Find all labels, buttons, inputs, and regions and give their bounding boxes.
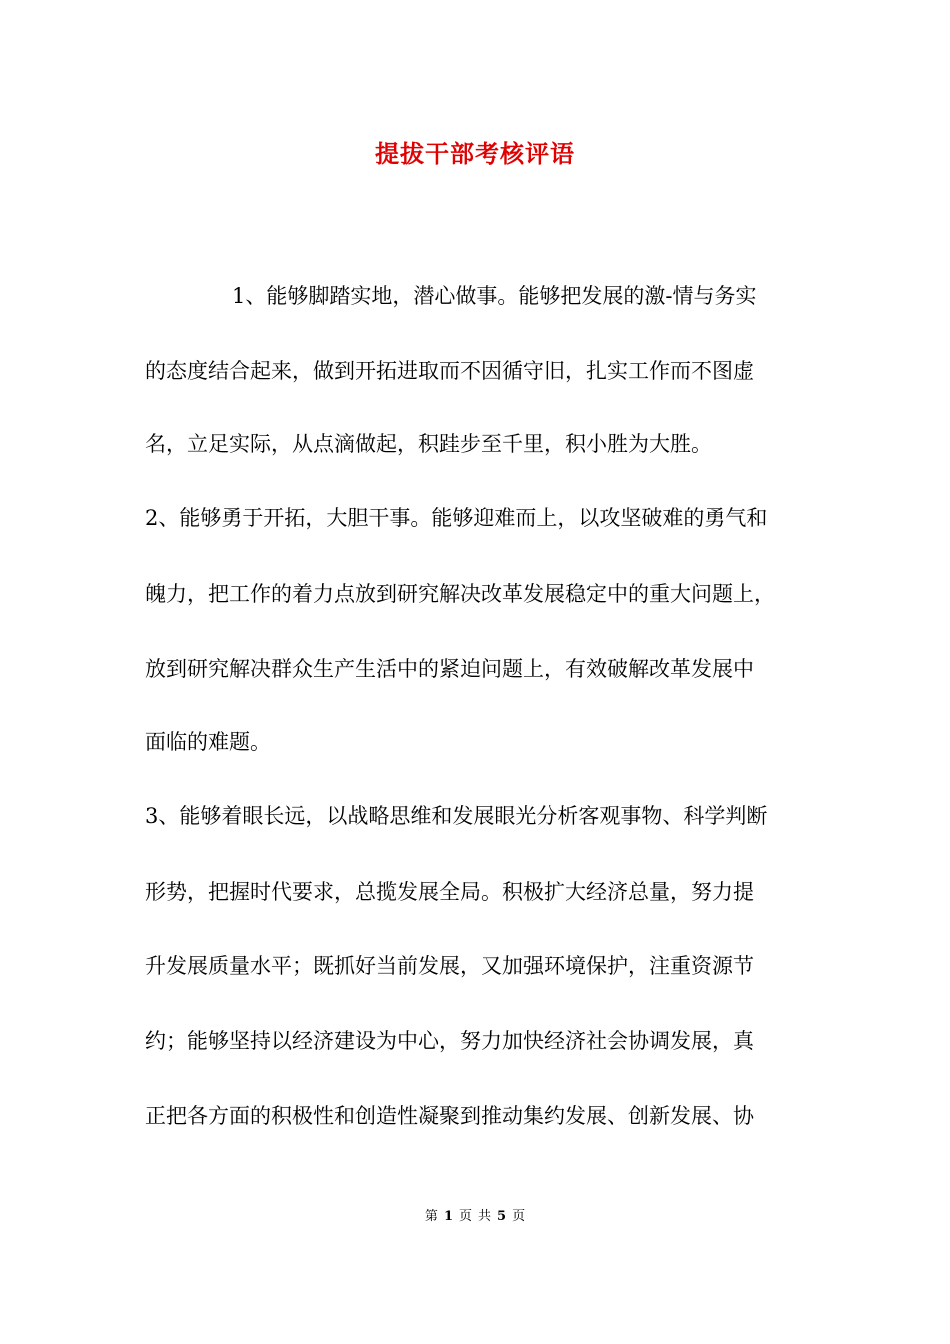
footer-total-pages: 5 xyxy=(497,1209,507,1224)
paragraph-line: 约；能够坚持以经济建设为中心，努力加快经济社会协调发展，真 xyxy=(145,1029,754,1053)
document-title: 提拔干部考核评语 xyxy=(375,139,575,168)
paragraph-line: 的态度结合起来，做到开拓进取而不因循守旧，扎实工作而不图虚 xyxy=(145,359,754,383)
paragraph-line: 魄力，把工作的着力点放到研究解决改革发展稳定中的重大问题上， xyxy=(145,582,775,606)
paragraph-line: 面临的难题。 xyxy=(145,730,271,754)
footer-total-suffix: 页 xyxy=(512,1209,526,1224)
paragraph-line: 放到研究解决群众生产生活中的紧迫问题上，有效破解改革发展中 xyxy=(145,657,754,681)
footer-page-word: 页 xyxy=(458,1209,472,1224)
page-footer xyxy=(0,1208,950,1226)
paragraph-line: 2、能够勇于开拓，大胆干事。能够迎难而上，以攻坚破难的勇气和 xyxy=(145,506,768,530)
paragraph-line: 正把各方面的积极性和创造性凝聚到推动集约发展、创新发展、协 xyxy=(145,1104,754,1128)
paragraph-line: 升发展质量水平；既抓好当前发展，又加强环境保护，注重资源节 xyxy=(145,954,754,978)
paragraph-line: 3、能够着眼长远，以战略思维和发展眼光分析客观事物、科学判断 xyxy=(145,804,768,828)
footer-page-prefix: 第 xyxy=(424,1209,438,1224)
paragraph-line: 1、能够脚踏实地，潜心做事。能够把发展的激-情与务实 xyxy=(232,284,757,308)
footer-total-prefix: 共 xyxy=(478,1209,492,1224)
footer-current-page: 1 xyxy=(443,1209,453,1224)
paragraph-line: 名，立足实际，从点滴做起，积跬步至千里，积小胜为大胜。 xyxy=(145,432,712,456)
paragraph-line: 形势，把握时代要求，总揽发展全局。积极扩大经济总量，努力提 xyxy=(145,880,754,904)
